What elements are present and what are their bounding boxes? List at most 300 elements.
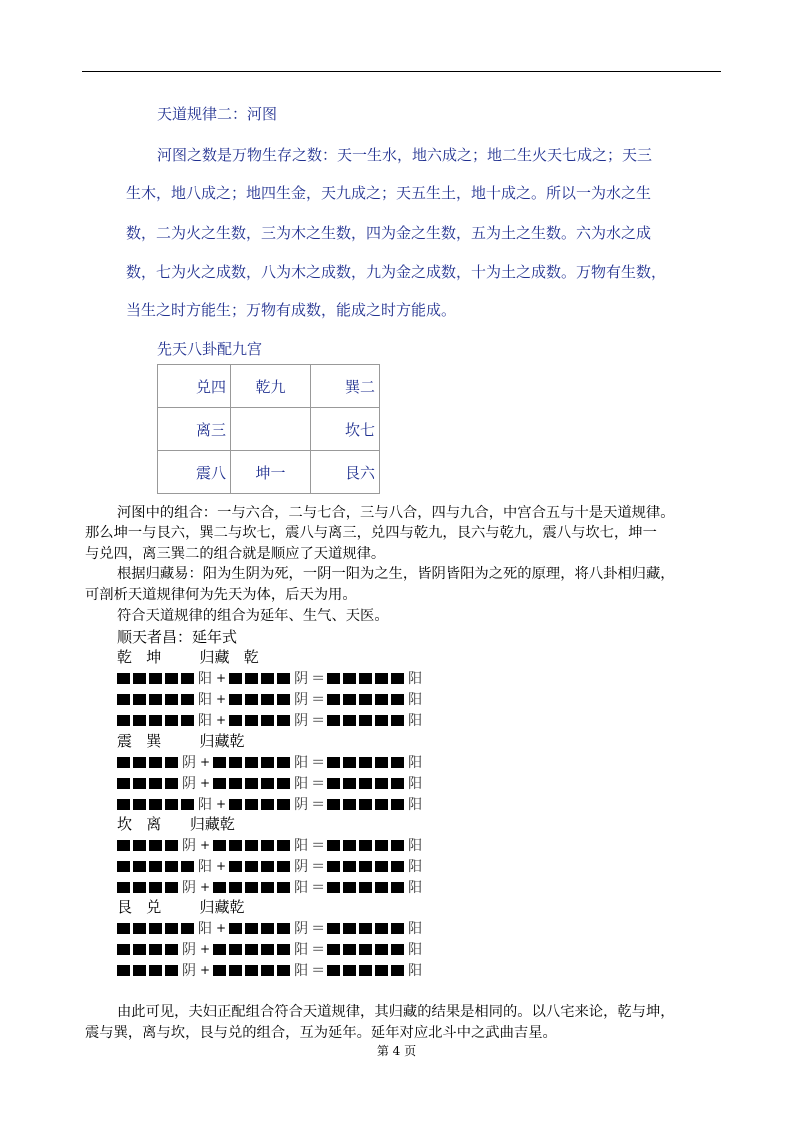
yang-line-bar [327,840,407,851]
bar-segment [213,944,226,955]
bar-segment [165,861,178,872]
bar-segment [229,715,242,726]
yang-line-bar [327,882,407,893]
yin-line-bar [229,923,293,934]
bar-segment [327,923,340,934]
bar-segment [181,673,194,684]
hexagram-row [117,918,423,938]
bar-segment [343,861,356,872]
yang-line-bar [327,694,407,705]
grid-cell: 艮六 [311,451,380,494]
grid-cell: 震八 [158,451,231,494]
bar-segment [261,673,274,684]
yinyang-label: 阳 [408,880,423,896]
bar-segment [391,694,404,705]
yinyang-label: 阳 [198,713,212,729]
bar-segment [277,923,290,934]
yang-line-bar [117,923,197,934]
bar-segment [375,799,388,810]
yinyang-label: 阳 [294,963,309,979]
bar-segment [149,694,162,705]
yang-line-bar [213,965,293,976]
bar-segment [245,715,258,726]
bar-segment [343,882,356,893]
bar-segment [343,799,356,810]
yinyang-label: 阳 [408,921,423,937]
bar-segment [343,778,356,789]
bar-segment [327,694,340,705]
plus-sign: + [216,797,227,811]
para-line: 河图中的组合：一与六合，二与七合，三与八合，四与九合，中宫合五与十是天道规律。 [117,505,675,521]
equals-sign: ＝ [311,776,326,792]
bar-segment [229,757,242,768]
equals-sign: ＝ [311,838,326,854]
bar-segment [359,944,372,955]
bar-segment [277,673,290,684]
bar-segment [181,799,194,810]
bar-segment [149,923,162,934]
hetu-line: 当生之时方能生；万物有成数，能成之时方能成。 [126,301,457,319]
plus-sign: + [216,921,227,935]
heading-bagua: 先天八卦配九宫 [157,340,263,358]
bar-segment [149,673,162,684]
yin-line-bar [117,944,181,955]
bar-segment [245,799,258,810]
yang-line-bar [213,757,293,768]
equals-sign: ＝ [311,942,326,958]
bar-segment [391,778,404,789]
bar-segment [391,861,404,872]
bagua-grid [157,364,380,494]
bar-segment [343,944,356,955]
bar-segment [327,757,340,768]
bar-segment [375,694,388,705]
yang-line-bar [213,882,293,893]
para-line: 与兑四，离三巽二的组合就是顺应了天道规律。 [85,546,386,562]
yinyang-label: 阳 [408,838,423,854]
bar-segment [261,882,274,893]
yinyang-label: 阳 [408,692,423,708]
bar-segment [165,757,178,768]
para-line: 那么坤一与艮六，巽二与坎七，震八与离三，兑四与乾九，艮六与乾九，震八与坎七，坤一 [85,525,657,541]
hexagram-row [117,835,423,855]
group-label: 乾 坤 归藏 乾 [117,648,259,666]
equals-sign: ＝ [311,713,326,729]
bar-segment [117,840,130,851]
hetu-line: 河图之数是万物生存之数：天一生水，地六成之；地二生火天七成之；天三 [157,146,653,164]
bar-segment [359,882,372,893]
bar-segment [245,965,258,976]
bar-segment [277,757,290,768]
bar-segment [133,861,146,872]
yinyang-label: 阳 [408,671,423,687]
bar-segment [343,715,356,726]
bar-segment [245,757,258,768]
yinyang-label: 阳 [198,797,212,813]
hexagram-row [117,939,423,959]
bar-segment [391,923,404,934]
bar-segment [245,694,258,705]
bar-segment [165,778,178,789]
bar-segment [375,778,388,789]
bar-segment [213,840,226,851]
yang-line-bar [213,840,293,851]
plus-sign: + [200,963,211,977]
bar-segment [149,882,162,893]
yinyang-label: 阴 [294,797,309,813]
yin-line-bar [117,778,181,789]
bar-segment [261,840,274,851]
bar-segment [277,944,290,955]
yin-line-bar [229,694,293,705]
bar-segment [229,923,242,934]
group-label: 艮 兑 归藏乾 [117,898,245,916]
bar-segment [213,778,226,789]
para-line: 可剖析天道规律何为先天为体，后天为用。 [85,587,357,603]
bar-segment [165,965,178,976]
bar-segment [391,715,404,726]
hetu-line: 数，二为火之生数，三为木之生数，四为金之生数，五为土之生数。六为水之成 [126,224,652,242]
bar-segment [359,965,372,976]
bar-segment [213,965,226,976]
bar-segment [343,923,356,934]
plus-sign: + [200,942,211,956]
bar-segment [391,882,404,893]
bar-segment [277,694,290,705]
yinyang-label: 阴 [182,880,196,896]
hetu-line: 数，七为火之成数，八为木之成数，九为金之成数，十为土之成数。万物有生数， [126,263,667,281]
yang-line-bar [327,757,407,768]
hexagram-row [117,877,423,897]
bar-segment [229,861,242,872]
yinyang-label: 阳 [408,942,423,958]
yang-line-bar [327,715,407,726]
equals-sign: ＝ [311,921,326,937]
yinyang-label: 阴 [182,776,196,792]
group-label: 坎 离 归藏乾 [117,815,235,833]
bar-segment [229,882,242,893]
yinyang-label: 阳 [198,921,212,937]
yinyang-label: 阴 [182,942,196,958]
bar-segment [117,882,130,893]
yinyang-label: 阳 [408,776,423,792]
bar-segment [359,757,372,768]
bar-segment [133,944,146,955]
hexagram-row [117,752,423,772]
bar-segment [375,861,388,872]
bar-segment [261,694,274,705]
yang-line-bar [117,715,197,726]
yinyang-label: 阴 [294,692,309,708]
yang-line-bar [327,778,407,789]
plus-sign: + [216,713,227,727]
bar-segment [133,923,146,934]
grid-cell: 离三 [158,408,231,451]
grid-cell-center [231,408,311,451]
bar-segment [391,965,404,976]
yin-line-bar [229,799,293,810]
bar-segment [375,965,388,976]
hexagram-row [117,689,423,709]
bar-segment [229,944,242,955]
bar-segment [133,673,146,684]
bar-segment [165,715,178,726]
bar-segment [343,840,356,851]
bar-segment [375,757,388,768]
bar-segment [165,673,178,684]
bar-segment [229,694,242,705]
bar-segment [117,965,130,976]
bar-segment [375,944,388,955]
bar-segment [133,694,146,705]
bar-segment [117,694,130,705]
bar-segment [213,882,226,893]
grid-cell: 坤一 [231,451,311,494]
bar-segment [327,673,340,684]
yinyang-label: 阴 [182,755,196,771]
bar-segment [261,965,274,976]
grid-cell: 乾九 [231,365,311,408]
bar-segment [391,840,404,851]
bar-segment [277,799,290,810]
heading-hetu: 天道规律二：河图 [157,105,278,123]
yinyang-label: 阴 [182,838,196,854]
plus-sign: + [200,880,211,894]
bar-segment [327,840,340,851]
yinyang-label: 阳 [198,692,212,708]
bar-segment [245,923,258,934]
yang-line-bar [117,694,197,705]
bar-segment [277,715,290,726]
equals-sign: ＝ [311,755,326,771]
bar-segment [229,673,242,684]
equals-sign: ＝ [311,880,326,896]
header-rule [82,71,721,72]
bar-segment [117,923,130,934]
conclusion-line: 震与巽，离与坎，艮与兑的组合，互为延年。延年对应北斗中之武曲吉星。 [85,1025,557,1041]
yinyang-label: 阴 [294,671,309,687]
bar-segment [261,861,274,872]
bar-segment [133,799,146,810]
bar-segment [229,965,242,976]
bar-segment [261,923,274,934]
bar-segment [359,778,372,789]
yang-line-bar [117,861,197,872]
bar-segment [359,694,372,705]
para-line: 根据归藏易：阳为生阴为死，一阴一阳为之生，皆阴皆阳为之死的原理，将八卦相归藏， [117,566,675,582]
yinyang-label: 阳 [294,880,309,896]
bar-segment [327,882,340,893]
bar-segment [343,694,356,705]
bar-segment [165,944,178,955]
bar-segment [277,861,290,872]
bar-segment [359,715,372,726]
yinyang-label: 阳 [198,671,212,687]
bar-segment [343,757,356,768]
equals-sign: ＝ [311,797,326,813]
plus-sign: + [216,692,227,706]
bar-segment [133,778,146,789]
bar-segment [375,840,388,851]
bar-segment [149,799,162,810]
bar-segment [261,778,274,789]
plus-sign: + [216,671,227,685]
conclusion-line: 由此可见，夫妇正配组合符合天道规律，其归藏的结果是相同的。以八宅来论，乾与坤， [117,1004,675,1020]
yang-line-bar [213,944,293,955]
bar-segment [391,944,404,955]
equals-sign: ＝ [311,963,326,979]
bar-segment [117,757,130,768]
group-label: 震 巽 归藏乾 [117,732,245,750]
plus-sign: + [200,838,211,852]
para-line: 顺天者昌：延年式 [117,628,238,646]
yinyang-label: 阳 [408,859,423,875]
bar-segment [375,882,388,893]
bar-segment [359,799,372,810]
bar-segment [277,882,290,893]
bar-segment [229,799,242,810]
yang-line-bar [213,778,293,789]
bar-segment [149,757,162,768]
plus-sign: + [200,776,211,790]
bar-segment [245,840,258,851]
para-line: 符合天道规律的组合为延年、生气、天医。 [117,608,389,624]
bar-segment [117,944,130,955]
yin-line-bar [117,840,181,851]
bar-segment [359,673,372,684]
bar-segment [359,861,372,872]
bar-segment [391,673,404,684]
bar-segment [245,944,258,955]
bar-segment [149,861,162,872]
bar-segment [165,923,178,934]
bar-segment [359,923,372,934]
yin-line-bar [117,757,181,768]
bar-segment [133,757,146,768]
bar-segment [149,715,162,726]
equals-sign: ＝ [311,692,326,708]
yang-line-bar [327,965,407,976]
hexagram-row [117,773,423,793]
hexagram-row [117,710,423,730]
bar-segment [375,923,388,934]
bar-segment [133,715,146,726]
bar-segment [261,944,274,955]
bar-segment [277,840,290,851]
plus-sign: + [216,859,227,873]
bar-segment [245,882,258,893]
bar-segment [277,965,290,976]
bar-segment [261,799,274,810]
bar-segment [245,861,258,872]
bar-segment [149,944,162,955]
yinyang-label: 阳 [408,963,423,979]
yinyang-label: 阳 [408,755,423,771]
bar-segment [117,861,130,872]
yang-line-bar [327,673,407,684]
bar-segment [261,715,274,726]
yinyang-label: 阳 [198,859,212,875]
bar-segment [133,882,146,893]
bar-segment [343,673,356,684]
bar-segment [327,778,340,789]
equals-sign: ＝ [311,671,326,687]
bar-segment [327,799,340,810]
yinyang-label: 阳 [294,838,309,854]
bar-segment [117,715,130,726]
yinyang-label: 阳 [294,776,309,792]
bar-segment [117,799,130,810]
bar-segment [181,861,194,872]
bar-segment [181,715,194,726]
bar-segment [181,923,194,934]
grid-cell: 巽二 [311,365,380,408]
yinyang-label: 阳 [294,942,309,958]
bar-segment [261,757,274,768]
yin-line-bar [229,715,293,726]
yinyang-label: 阳 [408,797,423,813]
bar-segment [181,694,194,705]
bar-segment [149,965,162,976]
yinyang-label: 阴 [294,921,309,937]
bar-segment [375,673,388,684]
bar-segment [165,882,178,893]
bar-segment [229,840,242,851]
bar-segment [375,715,388,726]
equals-sign: ＝ [311,859,326,875]
yang-line-bar [327,861,407,872]
bar-segment [133,965,146,976]
bar-segment [327,861,340,872]
yinyang-label: 阴 [182,963,196,979]
hexagram-row [117,960,423,980]
yang-line-bar [117,799,197,810]
yin-line-bar [117,882,181,893]
hetu-line: 生木，地八成之；地四生金，天九成之；天五生土，地十成之。所以一为水之生 [126,184,652,202]
bar-segment [359,840,372,851]
bar-segment [117,673,130,684]
bar-segment [165,694,178,705]
yin-line-bar [117,965,181,976]
yang-line-bar [327,923,407,934]
bar-segment [245,673,258,684]
hexagram-row [117,856,423,876]
yinyang-label: 阳 [408,713,423,729]
grid-cell: 兑四 [158,365,231,408]
yinyang-label: 阴 [294,859,309,875]
page-number: 第 4 页 [376,1044,417,1058]
bar-segment [149,840,162,851]
yang-line-bar [327,799,407,810]
yin-line-bar [229,861,293,872]
hexagram-row [117,794,423,814]
bar-segment [327,715,340,726]
bar-segment [277,778,290,789]
grid-cell: 坎七 [311,408,380,451]
bar-segment [213,757,226,768]
bar-segment [327,944,340,955]
bar-segment [245,778,258,789]
plus-sign: + [200,755,211,769]
bar-segment [327,965,340,976]
yang-line-bar [327,944,407,955]
bar-segment [165,799,178,810]
bar-segment [133,840,146,851]
yin-line-bar [229,673,293,684]
yinyang-label: 阳 [294,755,309,771]
hexagram-row [117,668,423,688]
bar-segment [391,757,404,768]
